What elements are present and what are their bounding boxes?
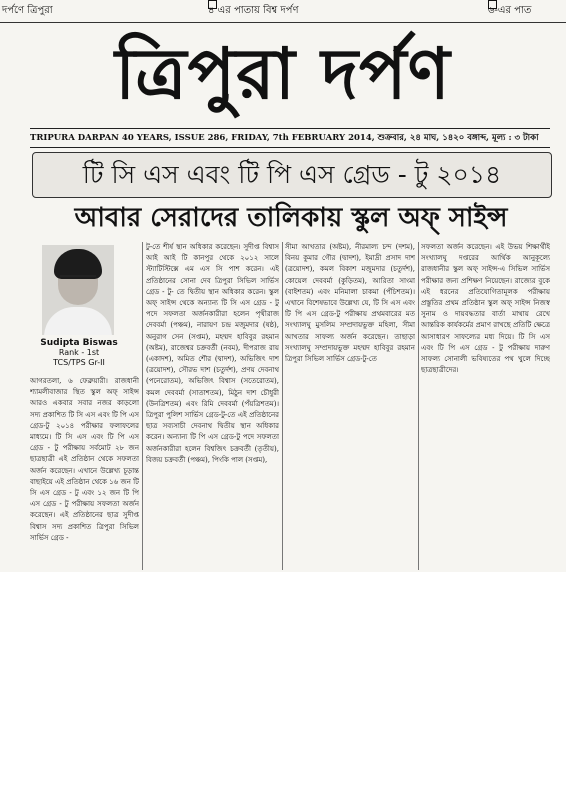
article-column-3: সীমা আখতার (অষ্টম), নীরমাল্য চন্দ (দশম), বিনয় কুমার গৌর (দ্বাদশ), ইমাদ্রী প্রসাদ দাশ (ত্রয়োদশ), কমল বিকাশ মজুমদার (চতুর্দশ), কোয়েল দেববর্মা (কুড়িতম), আরিতা সাংমা (বাইশতম) এবং মনিমালা চাকমা (পঁচিশতম)। এখানে বিশেষভাবে উল্লেখ্য যে, টি সি এস এবং টি পি এস গ্রেড-টু পরীক্ষায় প্রথমবারের মত সংখ্যালঘু মুসলিম সম্প্রদায়ভুক্ত মহিলা, সীমা আখতার সাফল্য অর্জন করেছেন। তাছাড়া সংখ্যালঘু সম্প্রদায়ভুক্ত মহম্মদ হাবিবুর রহমান ত্রিপুরা সিভিল সার্ভিস গ্রেড-টু-তে	[285, 243, 415, 364]
article-column-2: টু-তে শীর্ষ স্থান অধিকার করেছেন। সুদীপ্ত বিশ্বাস আই আই টি কানপুর থেকে ২০১২ সালে স্ট্যাটিস্টিক্সে এম এস সি পাশ করেন। এই প্রতিষ্ঠানের সোনা দেব ত্রিপুরা সিভিল সার্ভিস গ্রেড - টু- তে দ্বিতীয় স্থান অধিকার করেন। স্কুল অফ্ সাইন্স থেকে অন্যান্য টি সি এস গ্রেড - টু পদে সফলতা অর্জনকারীরা হলেন পৃথীরাজ দেববর্মা (পঞ্চম), নারায়ণ চন্দ্র মজুমদার (ষষ্ঠ), অনুরাগ সেন (সপ্তম), মহম্মদ হাবিবুর রহমান (অষ্টম), রাজেশ্বর চক্রবর্তী (নবম), দীপরাজ রায় (একাদশ), অমিত শৌর (দ্বাদশ), অভিজিৎ দাশ (ত্রয়োদশ), সৌরভ দাশ (চতুর্দশ), প্রণয় দেবনাথ (পনেরোতম), অভিজিৎ বিশ্বাস (সতেরোতম), কমল দেববর্মা (সাতাশতম), মিঠুন দাশ চৌধুরী (উনত্রিশতম) এবং রিমি দেববর্মা (পঁয়ত্রিশতম)। ত্রিপুরা পুলিশ সার্ভিস গ্রেড-টু-তে এই প্রতিষ্ঠানের ছাত্র সব্যসাচী দেবনাথ দ্বিতীয় স্থান অধিকার করেন। অন্যান্য টি পি এস গ্রেড-টু পদে সফলতা অর্জনকারীরা হলেন বিশ্বজিৎ চক্রবর্তী (তৃতীয়), বিজয় চক্রবর্তী (পঞ্চম), পিংকি পাল (সপ্তম),	[146, 243, 279, 464]
kicker-box	[32, 152, 552, 198]
kicker-text: টি সি এস এবং টি পি এস গ্রেড - টু ২০১৪	[82, 160, 502, 189]
top-strip-middle-text: ৪ এর পাতায় বিশ্ব দর্পণ	[208, 5, 299, 16]
top-strip-left: দর্পণে ত্রিপুরা	[2, 5, 53, 16]
caption-name: Sudipta Biswas	[40, 338, 118, 348]
caption-exam: TCS/TPS Gr-II	[53, 358, 105, 367]
column-divider	[282, 242, 283, 570]
portrait-shirt	[44, 307, 112, 335]
article-column-4: সফলতা অর্জন করেছেন। এই উভয় শিক্ষার্থীই সংখ্যালঘু দপ্তরের আর্থিক আনুকূল্যে রাজধানীর স্কুল অফ্ সাইন্স-এ সিভিল সার্ভিস পরীক্ষার জন্য প্রশিক্ষণ নিয়েছেন। রাজ্যের বুকে এই ধরনের প্রতিযোগিতামূলক পরীক্ষায় প্রস্তুতির প্রথম প্রতিষ্ঠান স্কুল অফ্ সাইন্স নিজস্ব সুনাম ও দায়বদ্ধতার বার্তা মাথায় রেখে আন্তরিক কার্যকর্মের প্রমাণ রাখছে প্রতিটি ক্ষেত্রে আসাধারণ সাফল্যের মধ্য দিয়ে। টি সি এস এবং টি পি এস গ্রেড - টু পরীক্ষায় দারুণ সাফল্য সোনালী ভবিষ্যতের পথ খুলে দিচ্ছে ছাত্রছাত্রীদের।	[421, 243, 550, 375]
column-divider	[418, 242, 419, 570]
top-strip	[0, 0, 566, 23]
masthead-title: ত্রিপুরা দর্পণ	[115, 33, 451, 115]
portrait-glasses	[60, 275, 96, 285]
photo-caption	[34, 338, 124, 368]
caption-rank: Rank - 1st	[58, 348, 100, 357]
portrait-photo	[42, 245, 114, 335]
column-divider	[142, 242, 143, 570]
top-strip-right-text: ৬-এর পাত	[488, 5, 532, 16]
article-column-1: আগরতলা, ৬ ফেব্রুয়ারী। রাজধানী শ্যামলীবাজার স্থিত স্কুল অফ্ সাইন্স আরও একবার সবার নজর কাড়লো সদ্য প্রকাশিত টি সি এস এবং টি পি এস গ্রেড-টু ২০১৪ পরীক্ষার ফলাফলের মাধ্যমে। টি সি এস এবং টি পি এস গ্রেড - টু পরীক্ষায় সর্বমোট ২৮ জন ছাত্রছাত্রী এই প্রতিষ্ঠান থেকে সফলতা অর্জন করেছেন। এখানে উল্লেখ্য চূড়ান্ত বাছাইয়ে এই প্রতিষ্ঠান থেকে ১৬ জন টি সি এস গ্রেড - টু এবং ১২ জন টি পি এস গ্রেড - টু পরীক্ষায় সফলতা অর্জন করেছেন। এই প্রতিষ্ঠানের ছাত্র সুদীপ্ত বিশ্বাস সদ্য প্রকাশিত ত্রিপুরা সিভিল সার্ভিস গ্রেড -	[30, 377, 139, 542]
dateline: TRIPURA DARPAN 40 YEARS, ISSUE 286, FRIDAY, 7th FEBRUARY 2014, শুক্রবার, ২৪ মাঘ, ১৪২০ বঙ্গাব্দ, মূল্য : ৩ টাকা	[30, 128, 550, 148]
headline: আবার সেরাদের তালিকায় স্কুল অফ্ সাইন্স	[74, 203, 508, 233]
